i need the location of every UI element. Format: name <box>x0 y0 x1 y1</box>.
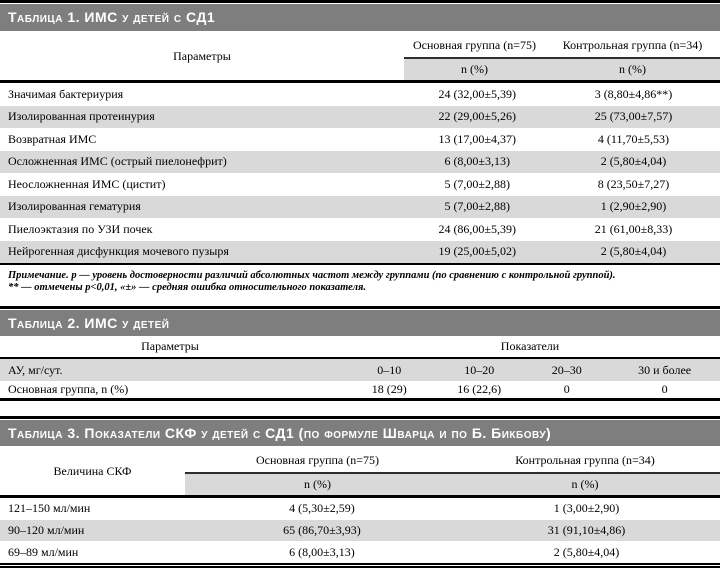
cell-parameter: Осложненная ИМС (острый пиелонефрит) <box>8 154 227 169</box>
table-row <box>0 381 720 398</box>
cell-main-group-value: 22 (29,00±5,26) <box>438 109 517 124</box>
cell-value: 16 (22,6) <box>457 382 502 396</box>
cell-parameter: АУ, мг/сут. <box>8 362 63 377</box>
col-header-indicators: Показатели <box>500 339 560 353</box>
subheader-n-percent-main: n (%) <box>461 62 488 76</box>
table-1-header <box>0 33 720 80</box>
cell-main-group-value: 4 (5,30±2,59) <box>289 501 355 516</box>
cell-parameter: Неосложненная ИМС (цистит) <box>8 176 166 191</box>
cell-parameter: Пиелоэктазия по УЗИ почек <box>8 221 153 236</box>
table-2-caption-bar <box>0 306 720 336</box>
table-row <box>0 241 720 264</box>
table-row <box>0 151 720 174</box>
cell-parameter: Возвратная ИМС <box>8 131 97 146</box>
table-3 <box>0 416 720 568</box>
col-header-control-group: Контрольная группа (n=34) <box>562 37 703 52</box>
table-row <box>0 83 720 106</box>
table-2-caption: Таблица 2. ИМС у детей <box>0 310 720 336</box>
cell-value: 0 <box>661 382 668 396</box>
table-3-header <box>0 448 720 495</box>
table-row <box>0 498 720 520</box>
cell-main-group-value: 6 (8,00±3,13) <box>289 544 355 559</box>
table-1-note-line-1: Примечание. р — уровень достоверности различий абсолютных частот между группами (по сравнению с контрольной группой). <box>8 270 616 281</box>
cell-value: 0 <box>563 382 570 396</box>
cell-control-group-value: 21 (61,00±8,33) <box>594 221 673 236</box>
subheader-n-percent-main: n (%) <box>304 477 331 491</box>
cell-parameter: 90–120 мл/мин <box>8 523 85 538</box>
cell-parameter: Основная группа, n (%) <box>8 382 129 396</box>
table-3-caption-bar <box>0 416 720 446</box>
cell-control-group-value: 2 (5,80±4,04) <box>553 544 620 559</box>
table-row <box>0 359 720 381</box>
cell-control-group-value: 2 (5,80±4,04) <box>600 244 667 259</box>
cell-range: 20–30 <box>551 362 582 377</box>
cell-parameter: Изолированная протеинурия <box>8 109 155 124</box>
cell-parameter: Изолированная гематурия <box>8 199 141 214</box>
table-row <box>0 520 720 542</box>
divider <box>0 398 720 401</box>
col-header-parameters: Параметры <box>141 339 199 353</box>
cell-control-group-value: 2 (5,80±4,04) <box>600 154 667 169</box>
table-1-footnote <box>0 265 720 294</box>
col-header-gfr: Величина СКФ <box>53 464 132 478</box>
cell-main-group-value: 6 (8,00±3,13) <box>444 154 511 169</box>
cell-main-group-value: 24 (32,00±5,39) <box>438 86 517 101</box>
cell-parameter: Значимая бактериурия <box>8 86 124 101</box>
col-header-parameters: Параметры <box>173 49 231 63</box>
cell-control-group-value: 1 (3,00±2,90) <box>553 501 620 516</box>
table-3-caption: Таблица 3. Показатели СКФ у детей с СД1 (по формуле Шварца и по Б. Бикбову) <box>0 420 720 446</box>
table-row <box>0 173 720 196</box>
cell-control-group-value: 31 (91,10±4,86) <box>547 523 626 538</box>
col-header-control-group: Контрольная группа (n=34) <box>515 452 655 467</box>
cell-main-group-value: 65 (86,70±3,93) <box>283 523 361 538</box>
table-2-header <box>0 336 720 357</box>
table-2 <box>0 306 720 401</box>
table-row <box>0 106 720 129</box>
cell-main-group-value: 5 (7,00±2,88) <box>444 176 511 191</box>
cell-main-group-value: 5 (7,00±2,88) <box>444 199 511 214</box>
cell-parameter: 121–150 мл/мин <box>8 501 91 516</box>
table-1-caption-bar <box>0 0 720 31</box>
cell-main-group-value: 19 (25,00±5,02) <box>438 244 517 259</box>
cell-range: 30 и более <box>638 362 692 377</box>
cell-control-group-value: 8 (23,50±7,27) <box>597 176 670 191</box>
cell-control-group-value: 4 (11,70±5,53) <box>597 131 670 146</box>
table-1-caption: Таблица 1. ИМС у детей с СД1 <box>0 4 720 31</box>
cell-parameter: 69–89 мл/мин <box>8 544 79 559</box>
table-end-rule <box>0 563 720 568</box>
table-1-note-line-2: ** — отмечены р<0,01, «±» — средняя ошибка относительного показателя. <box>8 282 367 293</box>
table-row <box>0 541 720 563</box>
cell-range: 0–10 <box>377 362 402 377</box>
cell-main-group-value: 13 (17,00±4,37) <box>438 131 517 146</box>
cell-main-group-value: 24 (86,00±5,39) <box>438 221 517 236</box>
cell-control-group-value: 25 (73,00±7,57) <box>594 109 673 124</box>
table-1-group-headers <box>404 33 720 80</box>
cell-value: 18 (29) <box>371 382 407 396</box>
cell-parameter: Нейрогенная дисфункция мочевого пузыря <box>8 244 229 259</box>
table-row <box>0 196 720 219</box>
table-row <box>0 218 720 241</box>
col-header-main-group: Основная группа (n=75) <box>412 37 537 52</box>
cell-range: 10–20 <box>464 362 495 377</box>
cell-control-group-value: 3 (8,80±4,86**) <box>594 86 673 101</box>
col-header-main-group: Основная группа (n=75) <box>255 452 380 467</box>
table-3-group-headers <box>185 448 720 495</box>
table-row <box>0 128 720 151</box>
subheader-n-percent-control: n (%) <box>571 477 599 491</box>
subheader-n-percent-control: n (%) <box>619 62 646 76</box>
cell-control-group-value: 1 (2,90±2,90) <box>600 199 667 214</box>
